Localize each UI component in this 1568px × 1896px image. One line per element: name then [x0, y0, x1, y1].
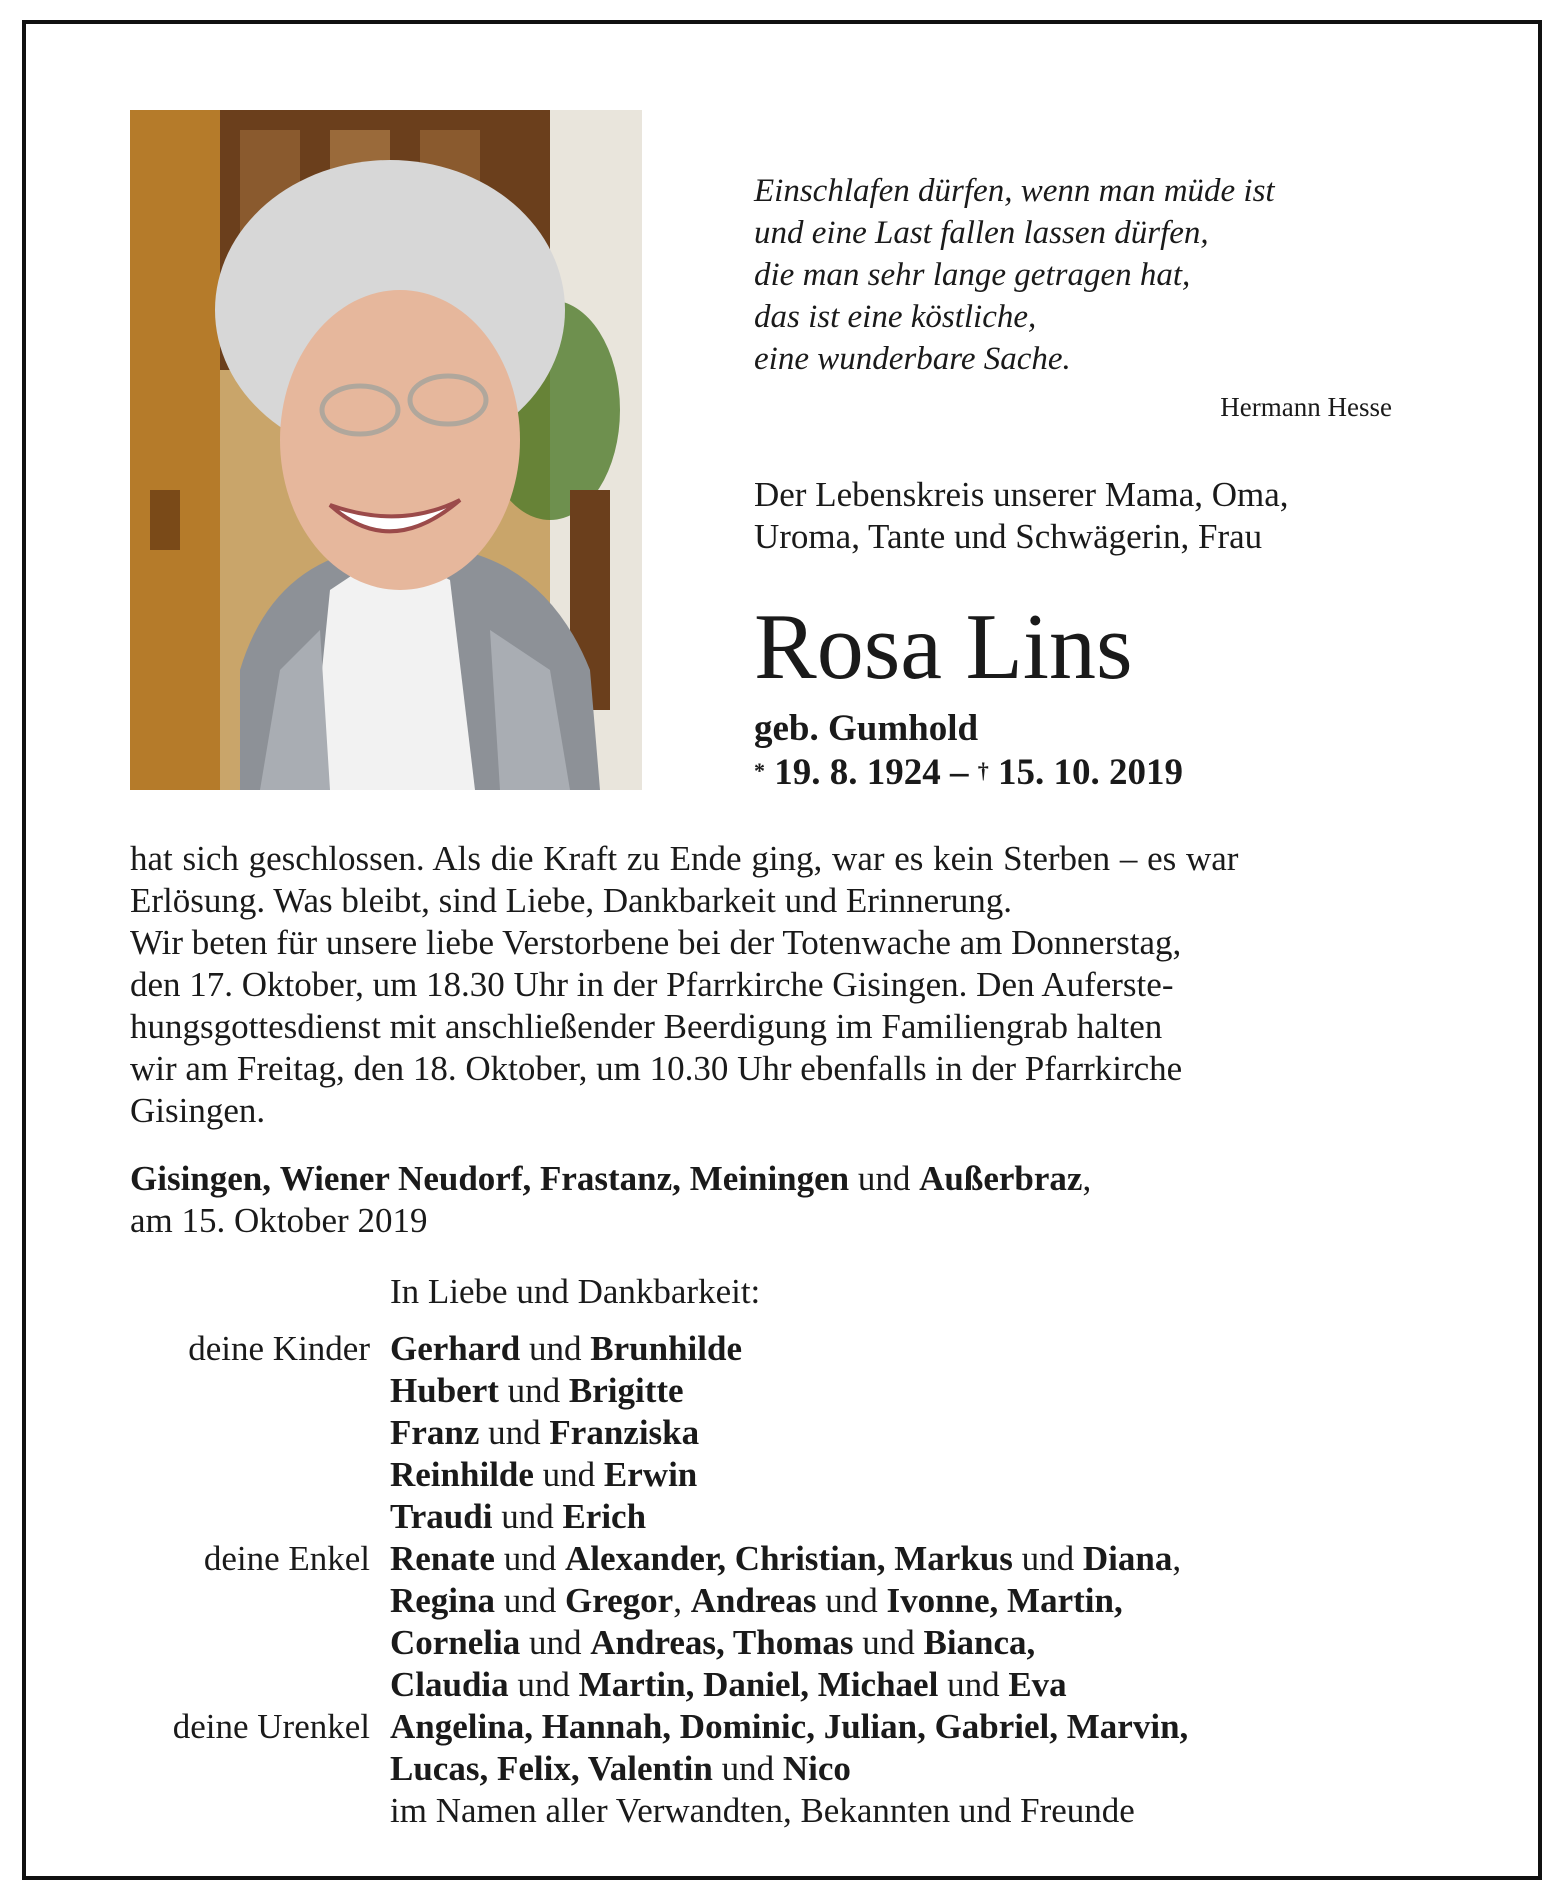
date-dash: –	[950, 752, 969, 793]
family-connector: und	[853, 1623, 924, 1662]
family-name: Andreas, Thomas	[590, 1623, 854, 1662]
family-name: Lucas, Felix, Valentin	[390, 1749, 713, 1788]
birth-symbol: *	[754, 758, 765, 783]
places-und: und	[857, 1159, 911, 1198]
family-name: Franziska	[549, 1413, 700, 1452]
quote-line: eine wunderbare Sache.	[754, 341, 1071, 377]
family-name: Martin, Daniel, Michael	[578, 1665, 939, 1704]
family-connector: und	[533, 1455, 604, 1494]
body-line: hungsgottesdienst mit anschließender Beerdigung im Familiengrab halten	[130, 1007, 1163, 1046]
quote-line: Einschlafen dürfen, wenn man müde ist	[754, 173, 1275, 209]
death-symbol: †	[977, 758, 989, 783]
places-comma: ,	[1082, 1159, 1092, 1198]
poem-quote	[754, 170, 1275, 380]
family-name: Regina	[390, 1581, 495, 1620]
family-name: Renate	[390, 1539, 495, 1578]
family-connector: und	[520, 1329, 591, 1368]
family-name: Gerhard	[390, 1329, 521, 1368]
body-line: Erlösung. Was bleibt, sind Liebe, Dankbarkeit und Erinnerung.	[130, 881, 1013, 920]
life-dates	[754, 752, 1183, 794]
family-line	[390, 1622, 1035, 1664]
place: Frastanz,	[539, 1159, 681, 1198]
family-name: Cornelia	[390, 1623, 521, 1662]
family-name: Bianca,	[923, 1623, 1036, 1662]
family-name: Reinhilde	[390, 1455, 534, 1494]
family-name: Diana	[1082, 1539, 1173, 1578]
body-line: den 17. Oktober, um 18.30 Uhr in der Pfarrkirche Gisingen. Den Auferste-	[130, 965, 1174, 1004]
place: Wiener Neudorf,	[279, 1159, 532, 1198]
family-line	[390, 1454, 697, 1496]
family-connector: und	[520, 1623, 591, 1662]
family-line	[390, 1748, 851, 1790]
family-connector: und	[494, 1539, 565, 1578]
portrait-photo	[130, 110, 642, 790]
family-name: Hubert	[390, 1371, 499, 1410]
family-line	[390, 1538, 1181, 1580]
places-line	[130, 1158, 1091, 1200]
family-line	[390, 1328, 742, 1370]
birth-date: 19. 8. 1924	[774, 752, 941, 793]
death-date: 15. 10. 2019	[998, 752, 1183, 793]
signoff: In Liebe und Dankbarkeit:	[390, 1272, 761, 1311]
family-name: Andreas	[690, 1581, 817, 1620]
family-name: Traudi	[390, 1497, 493, 1536]
family-name: Nico	[782, 1749, 851, 1788]
family-connector: und	[816, 1581, 887, 1620]
family-name: Ivonne, Martin,	[886, 1581, 1123, 1620]
family-connector: und	[479, 1413, 550, 1452]
quote-line: und eine Last fallen lassen dürfen,	[754, 215, 1209, 251]
places-and-date	[130, 1158, 1091, 1242]
family-connector: und	[492, 1497, 563, 1536]
family-connector: und	[1012, 1539, 1083, 1578]
family-connector: ,	[673, 1581, 691, 1620]
closing-line: im Namen aller Verwandten, Bekannten und Freunde	[390, 1791, 1135, 1830]
body-line: Wir beten für unsere liebe Verstorbene bei der Totenwache am Donnerstag,	[130, 923, 1182, 962]
family-name: Brigitte	[568, 1371, 684, 1410]
body-line: hat sich geschlossen. Als die Kraft zu Ende ging, war es kein Sterben – es war	[130, 839, 1239, 878]
deceased-name: Rosa Lins	[754, 595, 1133, 699]
intro-line: Der Lebenskreis unserer Mama, Oma,	[754, 475, 1289, 514]
quote-line: das ist eine köstliche,	[754, 299, 1037, 335]
family-name: Erwin	[603, 1455, 698, 1494]
family-name: Franz	[390, 1413, 480, 1452]
body-line: Gisingen.	[130, 1091, 266, 1130]
intro-text	[754, 474, 1289, 558]
notice-body	[130, 838, 1438, 1132]
body-line: wir am Freitag, den 18. Oktober, um 10.30 Uhr ebenfalls in der Pfarrkirche	[130, 1049, 1183, 1088]
place: Gisingen,	[130, 1159, 272, 1198]
family-name: Brunhilde	[590, 1329, 742, 1368]
place: Außerbraz	[919, 1159, 1083, 1198]
place: Meiningen	[689, 1159, 850, 1198]
family-connector: und	[508, 1665, 579, 1704]
family-name: Angelina, Hannah, Dominic, Julian, Gabriel, Marvin,	[390, 1707, 1189, 1746]
quote-line: die man sehr lange getragen hat,	[754, 257, 1191, 293]
family-connector: und	[495, 1581, 565, 1620]
family-name: Gregor	[565, 1581, 674, 1620]
family-line	[390, 1370, 684, 1412]
family-line	[390, 1496, 646, 1538]
family-connector: und	[498, 1371, 569, 1410]
family-line	[390, 1664, 1067, 1706]
quote-author: Hermann Hesse	[1220, 392, 1392, 422]
family-connector: und	[712, 1749, 783, 1788]
family-line	[390, 1706, 1188, 1748]
family-name: Erich	[562, 1497, 647, 1536]
family-line	[390, 1580, 1123, 1622]
family-name: Claudia	[390, 1665, 509, 1704]
intro-line: Uroma, Tante und Schwägerin, Frau	[754, 517, 1263, 556]
family-name: Eva	[1008, 1665, 1067, 1704]
relation-label: deine Kinder	[188, 1329, 370, 1368]
notice-date: am 15. Oktober 2019	[130, 1201, 428, 1240]
relation-label: deine Enkel	[203, 1539, 370, 1578]
family-name: Alexander, Christian, Markus	[564, 1539, 1013, 1578]
relation-label: deine Urenkel	[172, 1707, 370, 1746]
family-line	[390, 1412, 699, 1454]
maiden-name: geb. Gumhold	[754, 708, 979, 749]
family-connector: ,	[1172, 1539, 1182, 1578]
family-connector: und	[938, 1665, 1009, 1704]
